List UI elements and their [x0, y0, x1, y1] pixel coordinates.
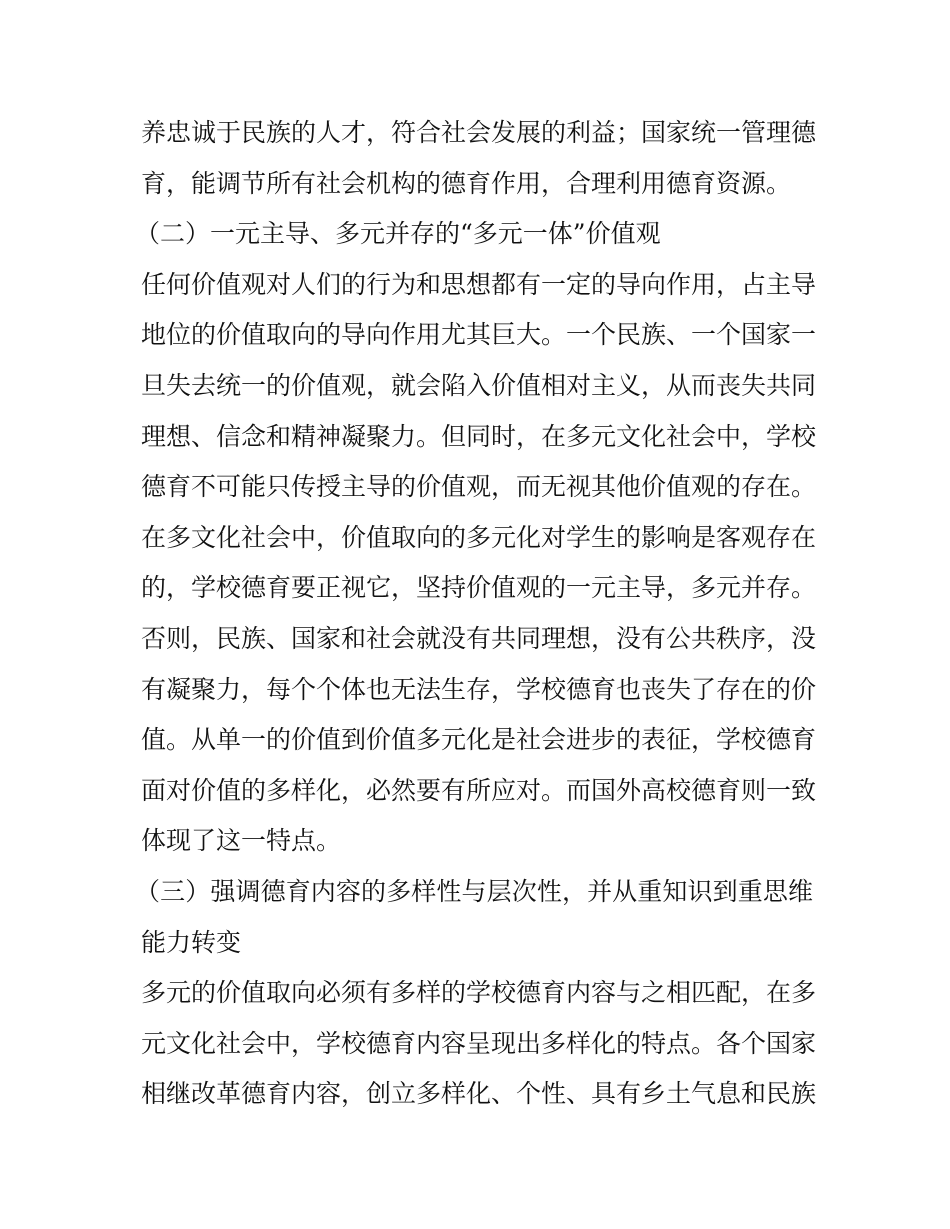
text-line: 否则，民族、国家和社会就没有共同理想，没有公共秩序，没	[141, 623, 817, 653]
document-body	[135, 108, 817, 1120]
text-line: 多元的价值取向必须有多样的学校德育内容与之相匹配，在多	[141, 978, 817, 1008]
section-heading: （三）强调德育内容的多样性与层次性，并从重知识到重思维	[135, 876, 813, 906]
text-line: 体现了这一特点。	[141, 826, 342, 856]
text-line: 地位的价值取向的导向作用尤其巨大。一个民族、一个国家一	[141, 320, 817, 350]
text-line: 理想、信念和精神凝聚力。但同时，在多元文化社会中，学校	[141, 421, 817, 451]
text-line: 在多文化社会中，价值取向的多元化对学生的影响是客观存在	[141, 522, 817, 552]
text-line: 育，能调节所有社会机构的德育作用，合理利用德育资源。	[141, 168, 792, 198]
text-line: 的，学校德育要正视它，坚持价值观的一元主导，多元并存。	[141, 573, 817, 603]
text-line: 旦失去统一的价值观，就会陷入价值相对主义，从而丧失共同	[141, 370, 817, 400]
text-line: 面对价值的多样化，必然要有所应对。而国外高校德育则一致	[141, 775, 817, 805]
text-line: 任何价值观对人们的行为和思想都有一定的导向作用，占主导	[141, 269, 817, 299]
section-heading-continued: 能力转变	[141, 927, 242, 957]
section-heading: （二）一元主导、多元并存的“多元一体”价值观	[135, 219, 661, 249]
text-line: 养忠诚于民族的人才，符合社会发展的利益；国家统一管理德	[141, 118, 817, 147]
text-line: 有凝聚力，每个个体也无法生存，学校德育也丧失了存在的价	[141, 674, 817, 704]
text-line: 值。从单一的价值到价值多元化是社会进步的表征，学校德育	[141, 725, 817, 755]
text-line: 元文化社会中，学校德育内容呈现出多样化的特点。各个国家	[141, 1028, 817, 1058]
text-line: 德育不可能只传授主导的价值观，而无视其他价值观的存在。	[141, 472, 817, 502]
text-line: 相继改革德育内容，创立多样化、个性、具有乡土气息和民族	[141, 1079, 817, 1109]
